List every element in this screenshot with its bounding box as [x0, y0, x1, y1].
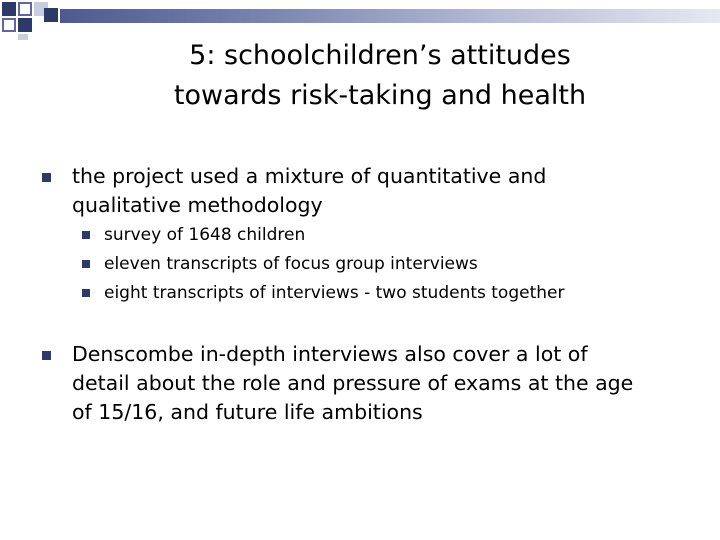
header-decoration [0, 0, 720, 40]
bullet-line: of 15/16, and future life ambitions [72, 400, 423, 424]
bullet-line: detail about the role and pressure of exams at the age [72, 371, 634, 395]
decor-square [2, 18, 16, 32]
header-strip [60, 9, 720, 23]
decor-square [18, 34, 28, 40]
subbullet-text: eight transcripts of interviews - two students together [104, 283, 565, 303]
slide-title: 5: schoolchildren’s attitudes towards risk-taking and health [173, 40, 587, 111]
square-bullet-icon [82, 260, 90, 268]
square-bullet-icon [82, 289, 90, 297]
subbullet-text: eleven transcripts of focus group interviews [104, 254, 478, 274]
subbullet-text: survey of 1648 children [104, 225, 306, 245]
bullet-text [72, 162, 546, 220]
bullet-line: the project used a mixture of quantitative and [72, 164, 547, 188]
bullet-line: qualitative methodology [72, 193, 323, 217]
square-bullet-icon [42, 173, 51, 182]
decor-square [44, 8, 58, 22]
bullet-line: Denscombe in-depth interviews also cover a lot of [72, 342, 588, 366]
square-bullet-icon [42, 351, 51, 360]
bullet-text [72, 340, 633, 427]
square-bullet-icon [82, 231, 90, 239]
decor-square [18, 18, 32, 32]
decor-square [18, 2, 32, 16]
decor-square [2, 2, 16, 16]
